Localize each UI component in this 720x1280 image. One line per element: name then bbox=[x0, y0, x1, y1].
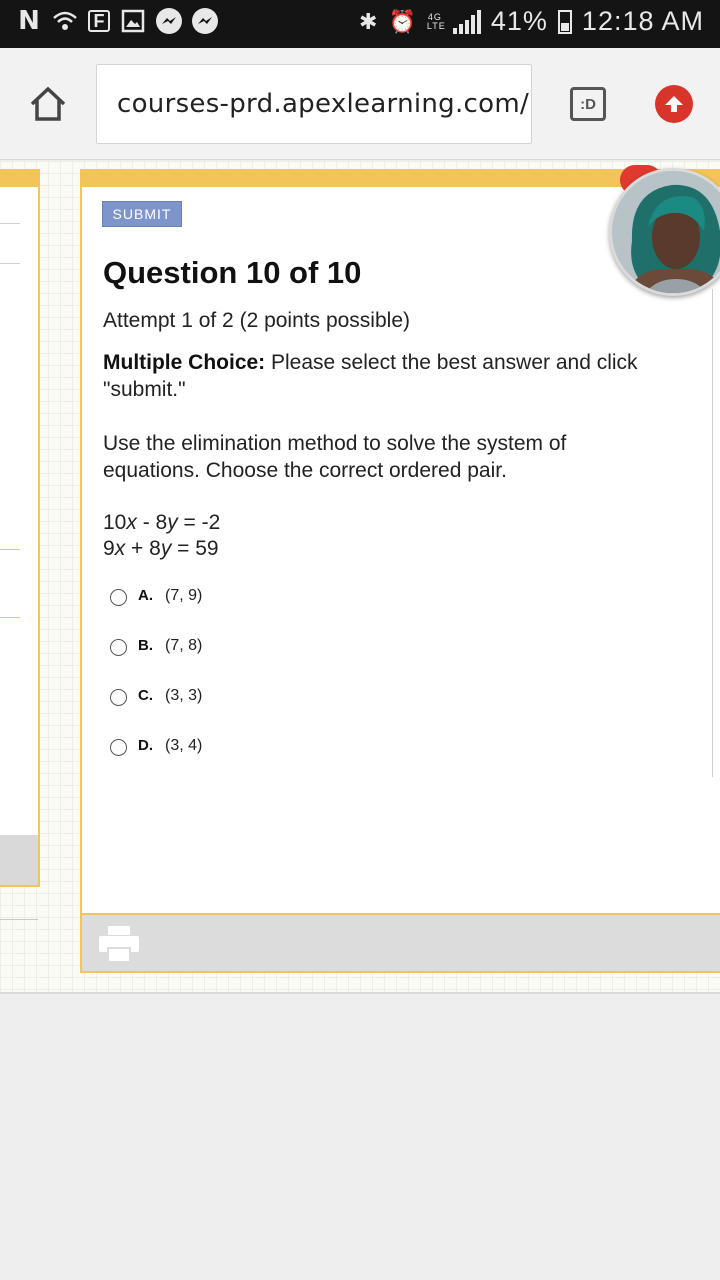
attempt-info: Attempt 1 of 2 (2 points possible) bbox=[103, 309, 410, 332]
choice-letter: B. bbox=[138, 637, 153, 654]
divider bbox=[0, 919, 38, 920]
left-panel bbox=[0, 169, 40, 887]
clock-time: 12:18 AM bbox=[581, 6, 704, 36]
choice-d[interactable] bbox=[110, 737, 203, 756]
signal-icon bbox=[453, 10, 481, 34]
choice-letter: D. bbox=[138, 737, 153, 754]
submit-button[interactable]: SUBMIT bbox=[102, 201, 182, 227]
choice-letter: C. bbox=[138, 687, 153, 704]
wifi-icon bbox=[52, 8, 78, 34]
choice-b[interactable] bbox=[110, 637, 203, 656]
divider bbox=[0, 223, 20, 224]
messenger-icon bbox=[156, 8, 182, 34]
instructions bbox=[103, 349, 693, 403]
radio-button[interactable] bbox=[110, 639, 127, 656]
gallery-icon bbox=[120, 8, 146, 34]
print-icon[interactable] bbox=[98, 925, 140, 963]
choice-c[interactable] bbox=[110, 687, 203, 706]
radio-button[interactable] bbox=[110, 689, 127, 706]
alarm-icon: ⏰ bbox=[388, 8, 417, 34]
facebook-icon: F bbox=[88, 10, 110, 32]
choice-value: (3, 4) bbox=[165, 737, 203, 754]
question-title: Question 10 of 10 bbox=[103, 255, 362, 290]
instruction-text: Please select the best answer and click "submit." bbox=[103, 351, 638, 401]
instruction-label: Multiple Choice: bbox=[103, 351, 266, 374]
web-page bbox=[0, 161, 720, 994]
address-bar[interactable] bbox=[96, 64, 532, 144]
divider bbox=[0, 263, 20, 264]
radio-button[interactable] bbox=[110, 739, 127, 756]
browser-toolbar bbox=[0, 48, 720, 160]
network-type-label: 4G LTE bbox=[426, 11, 446, 31]
choice-a[interactable] bbox=[110, 587, 203, 606]
url-text: courses-prd.apexlearning.com/ bbox=[117, 89, 530, 119]
battery-percent: 41% bbox=[490, 6, 548, 36]
battery-icon bbox=[558, 10, 572, 34]
messenger-icon bbox=[192, 8, 218, 34]
radio-button[interactable] bbox=[110, 589, 127, 606]
choice-value: (7, 9) bbox=[165, 587, 203, 604]
choice-letter: A. bbox=[138, 587, 153, 604]
system-status bbox=[359, 6, 704, 37]
scroll-track bbox=[712, 289, 713, 777]
choice-value: (3, 3) bbox=[165, 687, 203, 704]
divider bbox=[0, 617, 20, 618]
tab-switcher-button[interactable]: :D bbox=[570, 87, 606, 121]
choice-value: (7, 8) bbox=[165, 637, 203, 654]
divider bbox=[0, 549, 20, 550]
left-panel-header bbox=[0, 171, 38, 187]
left-panel-footer bbox=[0, 835, 38, 885]
card-footer bbox=[82, 913, 720, 971]
n-notification-icon: N bbox=[18, 6, 40, 36]
equation-2: 9x + 8y = 59 bbox=[103, 537, 219, 560]
question-card bbox=[80, 169, 720, 973]
question-prompt: Use the elimination method to solve the system of equations. Choose the correct ordered pair. bbox=[103, 432, 567, 482]
equation-system bbox=[103, 510, 220, 562]
equation-1: 10x - 8y = -2 bbox=[103, 511, 221, 534]
home-icon[interactable] bbox=[28, 84, 68, 124]
notification-icons bbox=[16, 8, 218, 34]
bluetooth-icon: ✱ bbox=[359, 8, 379, 34]
upload-icon[interactable] bbox=[655, 85, 693, 123]
status-bar bbox=[0, 0, 720, 48]
